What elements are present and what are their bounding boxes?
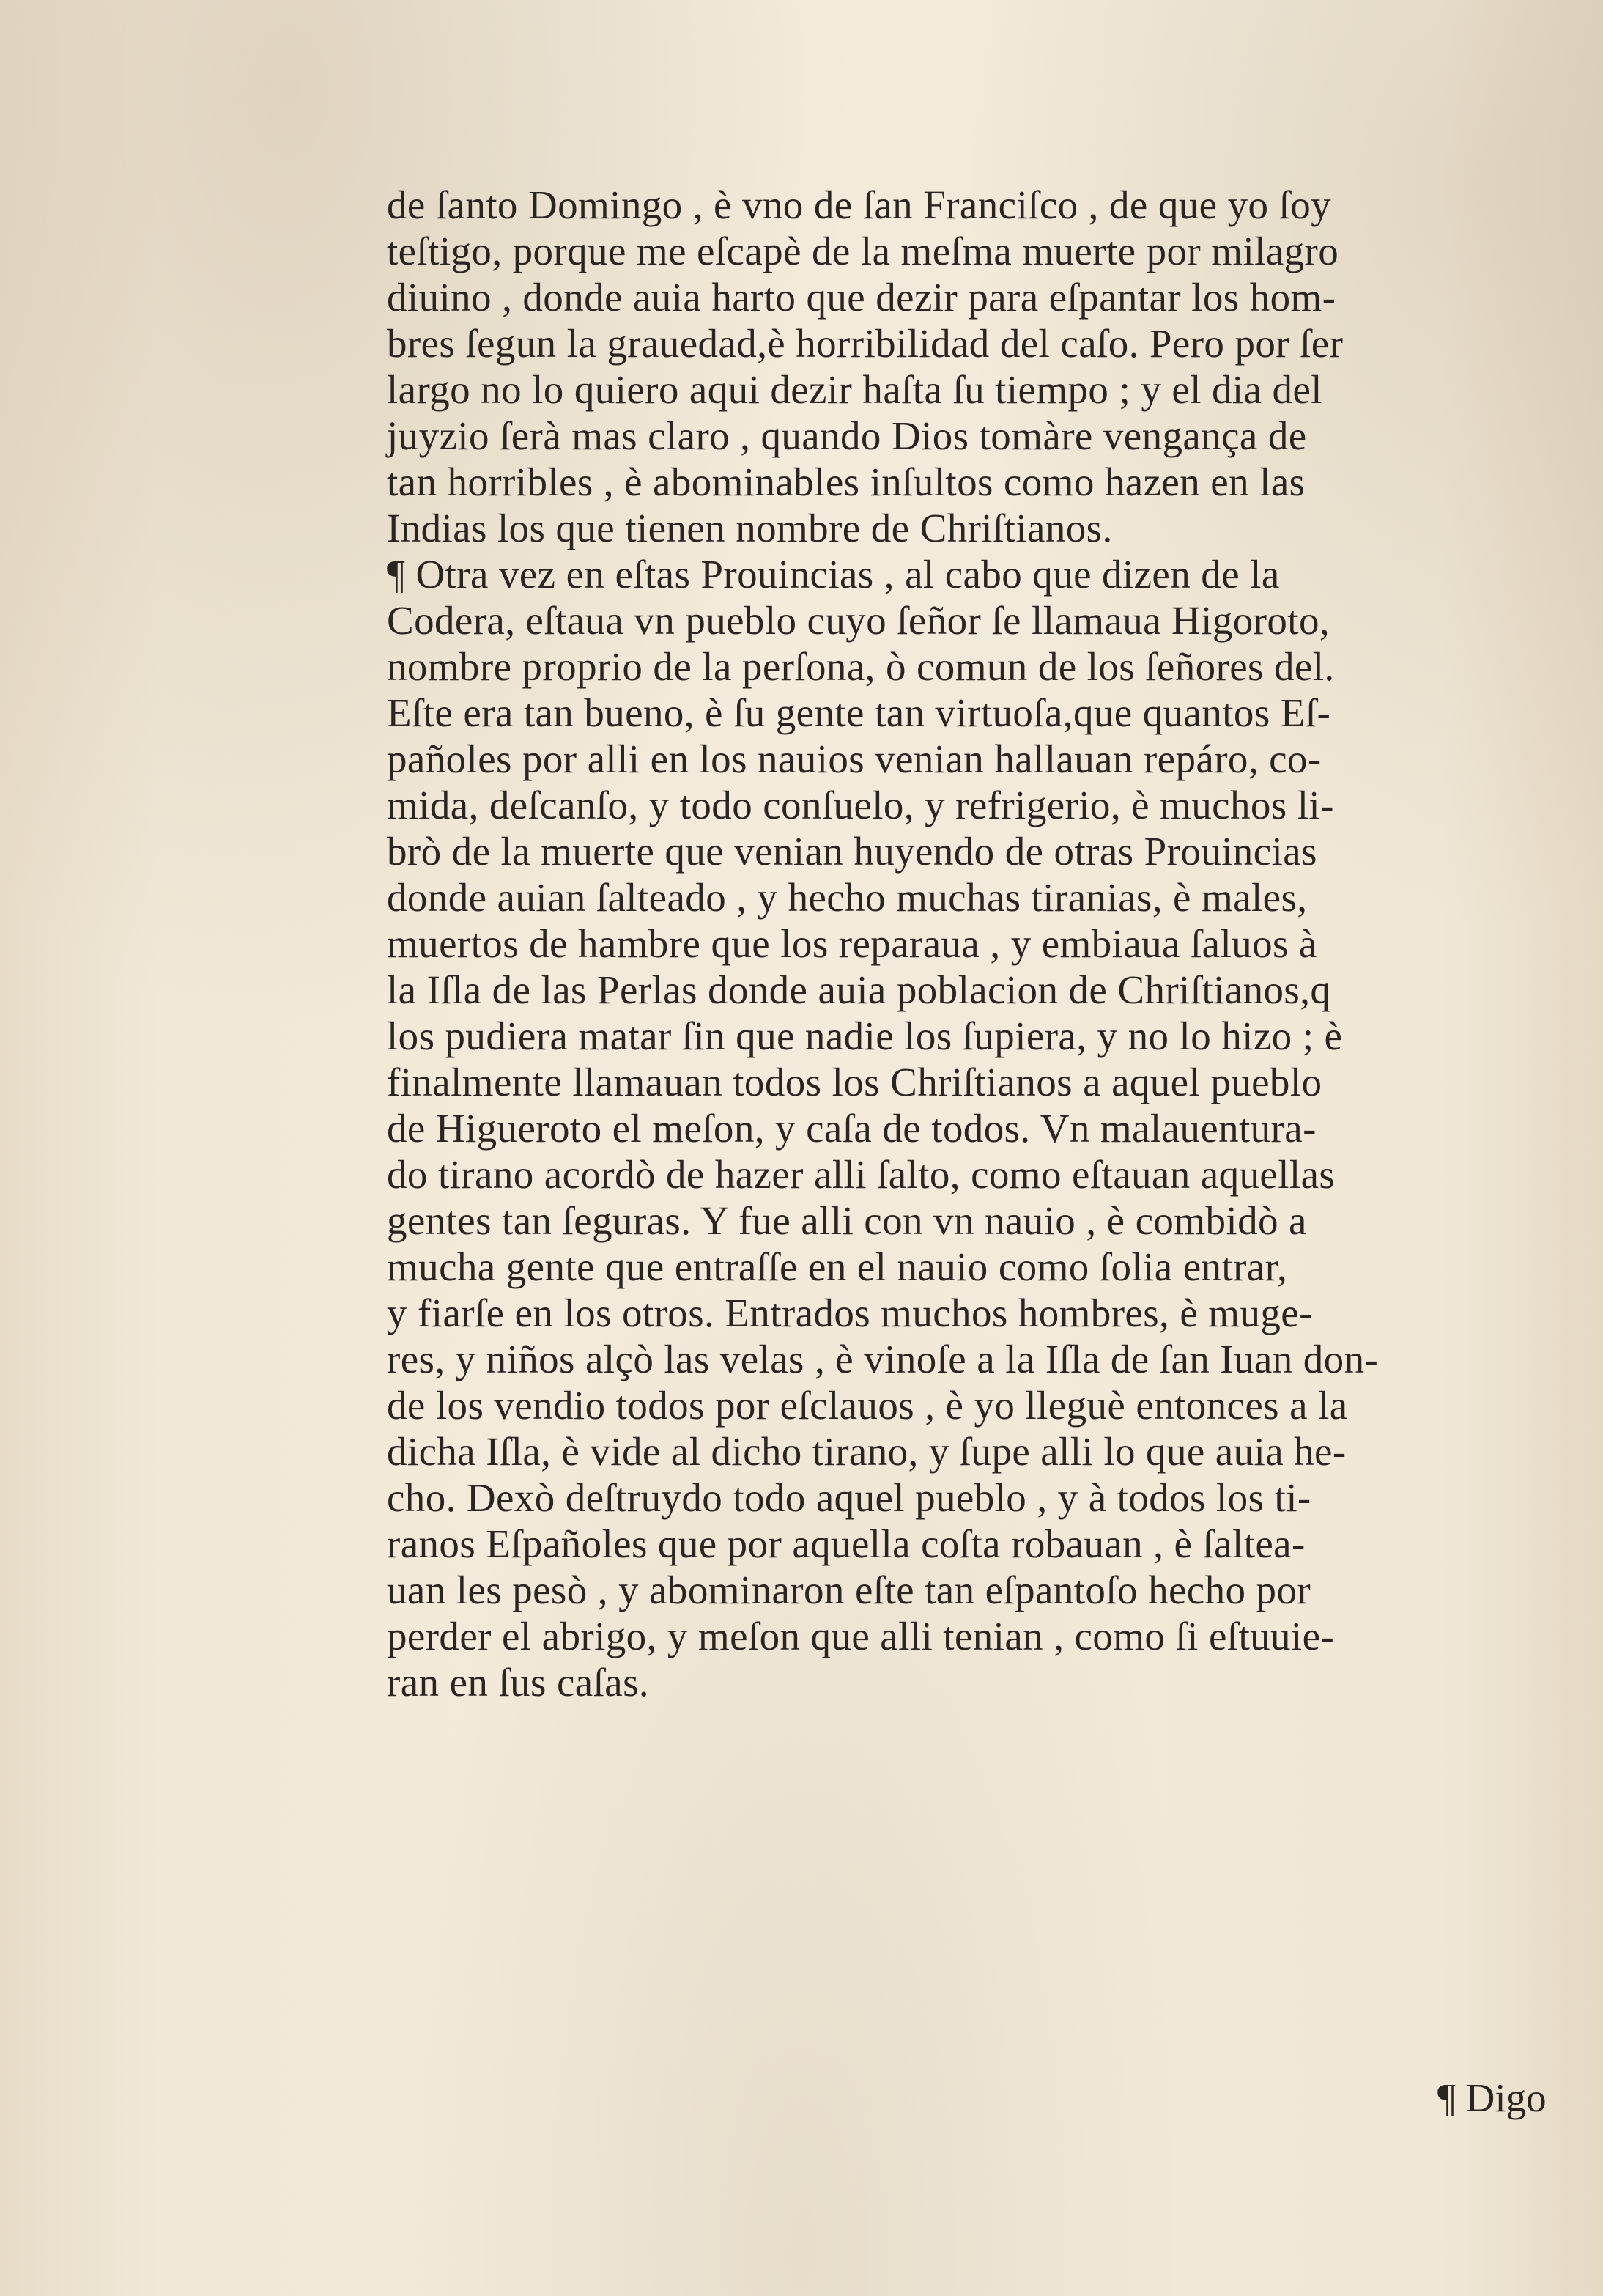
paragraph-start-line: ¶ Otra vez en eſtas Prouincias , al cabo que dizen de la: [387, 552, 1280, 597]
text-line: finalmente llamauan todos los Chriſtianos a aquel pueblo: [387, 1060, 1322, 1104]
text-line: ran en ſus caſas.: [387, 1660, 650, 1705]
text-line: juyzio ſerà mas claro , quando Dios tomàre vengança de: [387, 413, 1307, 458]
text-line: de los vendio todos por eſclauos , è yo lleguè entonces a la: [387, 1383, 1348, 1428]
text-line: largo no lo quiero aqui dezir haſta ſu tiempo ; y el dia del: [387, 367, 1322, 412]
text-line: gentes tan ſeguras. Y fue alli con vn nauio , è combidò a: [387, 1198, 1307, 1243]
text-line: donde auian ſalteado , y hecho muchas tiranias, è males,: [387, 875, 1308, 920]
text-line: teſtigo, porque me eſcapè de la meſma muerte por milagro: [387, 229, 1339, 273]
text-line: cho. Dexò deſtruydo todo aquel pueblo , y à todos los ti-: [387, 1475, 1311, 1520]
body-text: [387, 182, 1603, 1705]
text-line: pañoles por alli en los nauios venian hallauan repáro, co-: [387, 737, 1322, 781]
text-line: nombre proprio de la perſona, ò comun de los ſeñores del.: [387, 644, 1335, 689]
text-line: Indias los que tienen nombre de Chriſtianos.: [387, 506, 1113, 550]
text-line: la Iſla de las Perlas donde auia poblacion de Chriſtianos,q: [387, 967, 1331, 1012]
text-line: bres ſegun la grauedad,è horribilidad del caſo. Pero por ſer: [387, 321, 1344, 366]
text-line: uan les pesò , y abominaron eſte tan eſpantoſo hecho por: [387, 1568, 1311, 1612]
text-line: ranos Eſpañoles que por aquella coſta robauan , è ſaltea-: [387, 1521, 1306, 1566]
text-line: de Higueroto el meſon, y caſa de todos. Vn malauentura-: [387, 1106, 1317, 1151]
text-line: diuino , donde auia harto que dezir para eſpantar los hom-: [387, 275, 1336, 320]
text-line: los pudiera matar ſin que nadie los ſupiera, y no lo hizo ; è: [387, 1014, 1343, 1058]
text-line: muertos de hambre que los reparaua , y embiaua ſaluos à: [387, 921, 1317, 966]
text-line: Codera, eſtaua vn pueblo cuyo ſeñor ſe llamaua Higoroto,: [387, 598, 1330, 643]
text-line: res, y niños alçò las velas , è vinoſe a la Iſla de ſan Iuan don-: [387, 1337, 1379, 1381]
text-line: brò de la muerte que venian huyendo de otras Prouincias: [387, 829, 1317, 874]
text-line: Eſte era tan bueno, è ſu gente tan virtuoſa,que quantos Eſ-: [387, 690, 1331, 735]
catchword: ¶ Digo: [1437, 2075, 1547, 2120]
text-line: perder el abrigo, y meſon que alli tenian , como ſi eſtuuie-: [387, 1614, 1335, 1658]
text-line: y fiarſe en los otros. Entrados muchos hombres, è muge-: [387, 1291, 1313, 1335]
text-line: tan horribles , è abominables inſultos como hazen en las: [387, 459, 1306, 504]
text-line: dicha Iſla, è vide al dicho tirano, y ſupe alli lo que auia he-: [387, 1429, 1347, 1474]
text-line: mida, deſcanſo, y todo conſuelo, y refrigerio, è muchos li-: [387, 783, 1334, 827]
text-line: mucha gente que entraſſe en el nauio como ſolia entrar,: [387, 1244, 1288, 1289]
text-line: de ſanto Domingo , è vno de ſan Franciſco , de que yo ſoy: [387, 182, 1332, 227]
text-line: do tirano acordò de hazer alli ſalto, como eſtauan aquellas: [387, 1152, 1336, 1197]
